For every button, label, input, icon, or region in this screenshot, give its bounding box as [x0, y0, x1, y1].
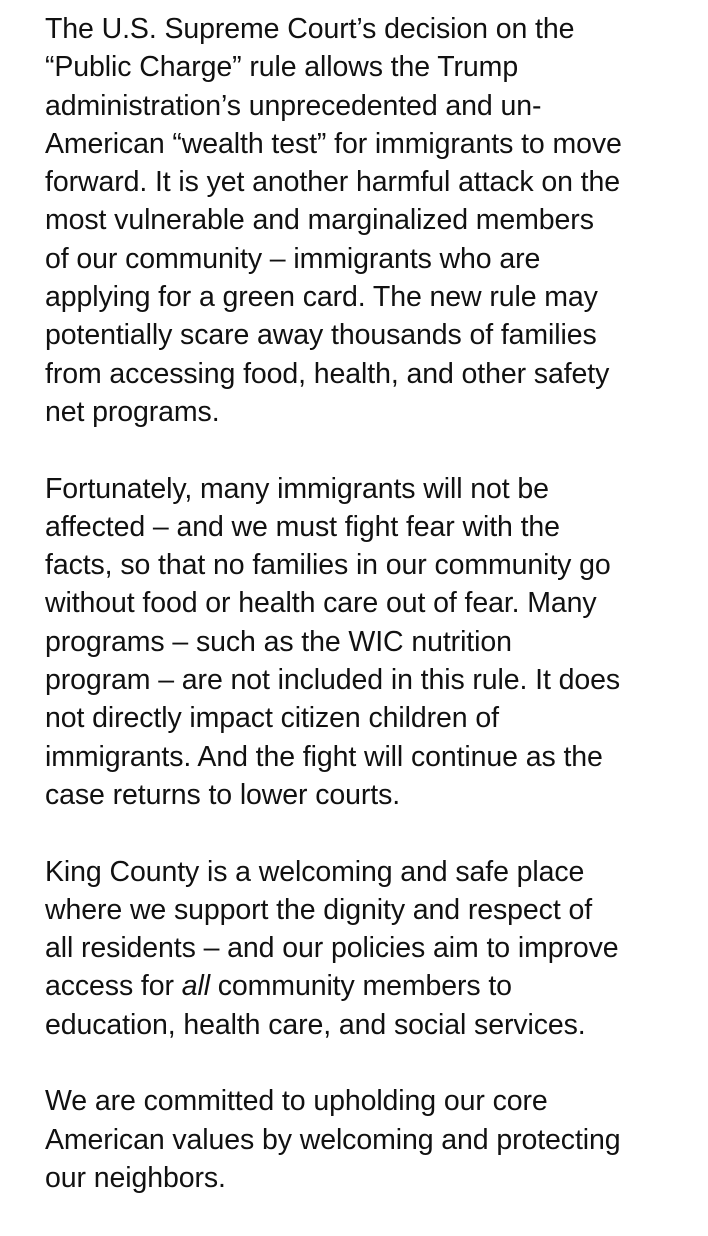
text-line: forward. It is yet another harmful attack on the	[45, 166, 620, 199]
text-line: not directly impact citizen children of	[45, 702, 499, 735]
text-line: American values by welcoming and protecting	[45, 1123, 621, 1156]
text-line: all residents – and our policies aim to improve	[45, 932, 619, 965]
text-line: program – are not included in this rule. It does	[45, 664, 621, 697]
text-line: King County is a welcoming and safe place	[45, 855, 585, 888]
text-line: administration’s unprecedented and un-	[45, 89, 542, 122]
emphasized-word: all	[181, 970, 210, 1003]
text-line: immigrants. And the fight will continue as the	[45, 740, 603, 773]
text-line: facts, so that no families in our community go	[45, 549, 611, 582]
text-line: potentially scare away thousands of families	[45, 319, 597, 352]
paragraph-1	[45, 10, 685, 431]
text-line: programs – such as the WIC nutrition	[45, 625, 512, 658]
text-line: American “wealth test” for immigrants to move	[45, 127, 622, 160]
text-line: most vulnerable and marginalized members	[45, 204, 594, 237]
text-line-with-emphasis	[45, 967, 685, 1005]
text-line: where we support the dignity and respect of	[45, 893, 593, 926]
text-line: Fortunately, many immigrants will not be	[45, 472, 549, 505]
text-line: our neighbors.	[45, 1161, 226, 1194]
text-line: of our community – immigrants who are	[45, 242, 541, 275]
text-line: case returns to lower courts.	[45, 778, 401, 811]
text-line: “Public Charge” rule allows the Trump	[45, 51, 519, 84]
text-line: without food or health care out of fear. Many	[45, 587, 597, 620]
text-line: The U.S. Supreme Court’s decision on the	[45, 13, 575, 45]
text-line: from accessing food, health, and other safety	[45, 357, 610, 390]
paragraph-3	[45, 853, 685, 1044]
paragraph-2	[45, 470, 685, 815]
text-line: applying for a green card. The new rule may	[45, 281, 598, 314]
paragraph-4	[45, 1082, 685, 1197]
text-segment: access for	[45, 970, 174, 1003]
text-line: education, health care, and social services.	[45, 1008, 586, 1041]
statement-document	[45, 10, 685, 1236]
text-line: net programs.	[45, 395, 220, 428]
text-line: We are committed to upholding our core	[45, 1085, 548, 1118]
text-line: affected – and we must fight fear with the	[45, 510, 560, 543]
text-segment: community members to	[209, 970, 512, 1003]
